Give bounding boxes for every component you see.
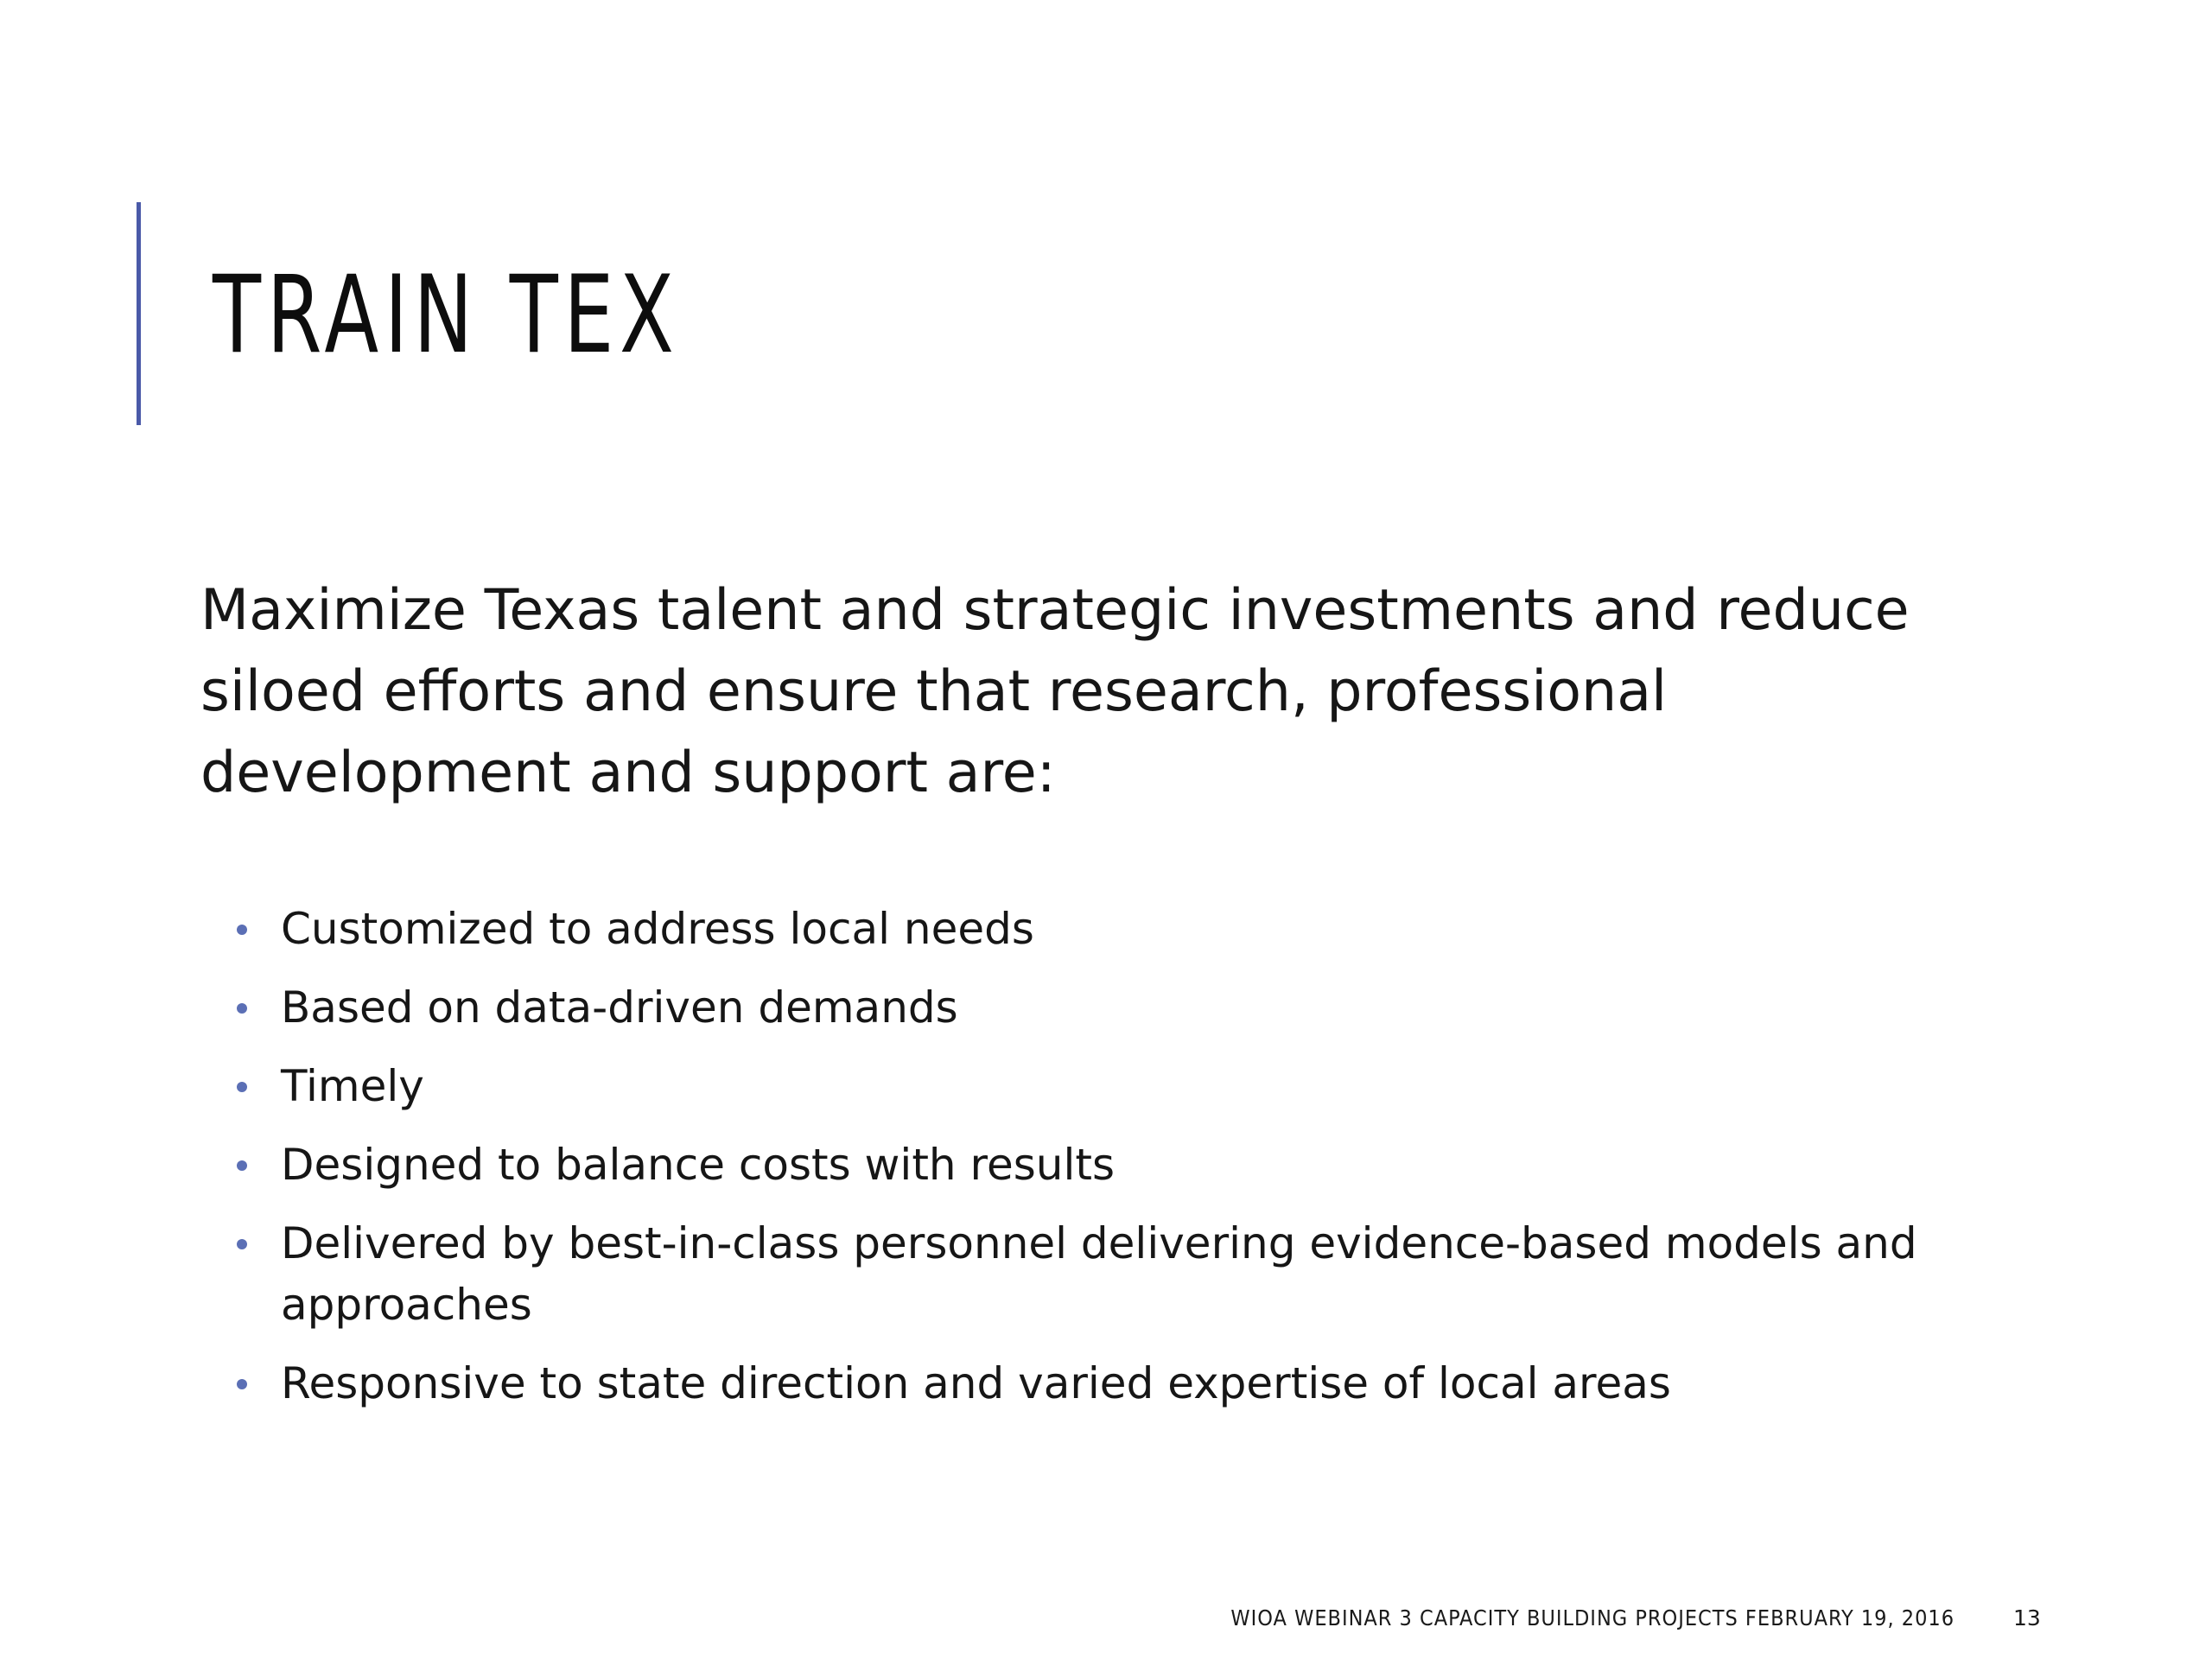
slide-lead-text: Maximize Texas talent and strategic investments and reduce siloed efforts and ensure that research, professional development and support are: <box>200 578 1910 805</box>
slide-footer: WIOA WEBINAR 3 CAPACITY BUILDING PROJECTS FEBRUARY 19, 2016 <box>1230 1605 1955 1630</box>
bullet-text: Based on data-driven demands <box>281 982 958 1033</box>
bullet-text: Timely <box>281 1061 424 1111</box>
page-number: 13 <box>2013 1605 2041 1630</box>
bullet-item <box>200 1056 2015 1117</box>
bullet-list <box>200 899 2015 1432</box>
bullet-item <box>200 977 2015 1039</box>
bullet-item <box>200 899 2015 960</box>
bullet-item <box>200 1213 2015 1336</box>
bullet-item <box>200 1135 2015 1196</box>
title-accent-bar <box>137 202 141 425</box>
bullet-dot-icon <box>237 1379 247 1389</box>
bullet-text: Customized to address local needs <box>281 904 1034 954</box>
bullet-text: Responsive to state direction and varied expertise of local areas <box>281 1358 1671 1408</box>
bullet-dot-icon <box>237 1160 247 1171</box>
bullet-text: Delivered by best-in-class personnel delivering evidence-based models and approaches <box>281 1218 1917 1330</box>
slide-title: TRAIN TEX <box>213 253 680 378</box>
bullet-dot-icon <box>237 925 247 935</box>
bullet-dot-icon <box>237 1082 247 1092</box>
bullet-item <box>200 1353 2015 1414</box>
bullet-dot-icon <box>237 1239 247 1249</box>
bullet-dot-icon <box>237 1003 247 1014</box>
bullet-text: Designed to balance costs with results <box>281 1140 1116 1190</box>
